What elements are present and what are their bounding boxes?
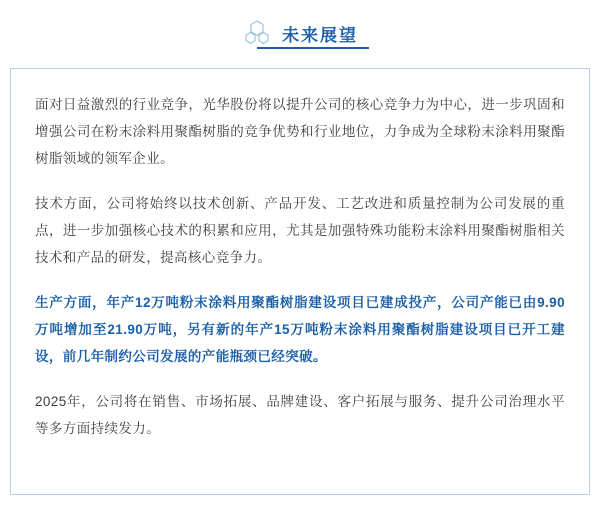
paragraph-4: 2025年，公司将在销售、市场拓展、品牌建设、客户拓展与服务、提升公司治理水平等多方面持续发力。 [35,394,565,436]
section-header [0,0,600,66]
paragraph-3-highlighted: 生产方面，年产12万吨粉末涂料用聚酯树脂建设项目已建成投产，公司产能已由9.90万吨增加至21.90万吨，另有新的年产15万吨粉末涂料用聚酯树脂建设项目已开工建设，前几年制约公司发展的产能瓶颈已经突破。 [35,295,565,364]
paragraph-2: 技术方面，公司将始终以技术创新、产品开发、工艺改进和质量控制为公司发展的重点，进一步加强核心技术的积累和应用，尤其是加强特殊功能粉末涂料用聚酯树脂相关技术和产品的研发，提高核心竞争力。 [35,196,565,265]
title-underline [257,47,369,49]
hexagon-cluster-icon [242,18,272,48]
page-title: 未来展望 [282,25,358,45]
content-card [10,68,590,495]
paragraph-1: 面对日益激烈的行业竞争，光华股份将以提升公司的核心竞争力为中心，进一步巩固和增强公司在粉末涂料用聚酯树脂的竞争优势和行业地位，力争成为全球粉末涂料用聚酯树脂领域的领军企业。 [35,97,565,166]
